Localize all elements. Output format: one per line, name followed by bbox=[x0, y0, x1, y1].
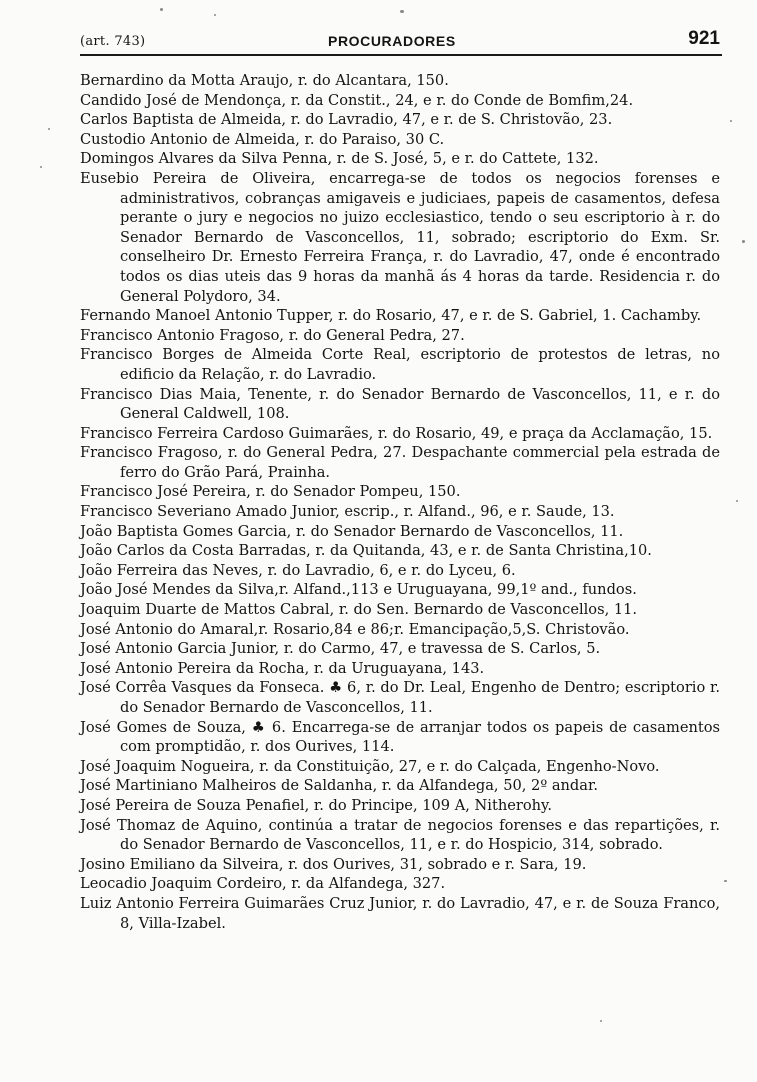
directory-entry: Francisco Severiano Amado Junior, escrip., r. Alfand., 96, e r. Saude, 13. bbox=[80, 503, 615, 521]
directory-entry: João José Mendes da Silva,r. Alfand.,113 e Uruguayana, 99,1º and., fundos. bbox=[80, 581, 637, 599]
directory-entry: João Carlos da Costa Barradas, r. da Quitanda, 43, e r. de Santa Christina,10. bbox=[80, 542, 652, 560]
directory-entry: Francisco Antonio Fragoso, r. do General Pedra, 27. bbox=[80, 326, 465, 344]
directory-entry: Eusebio Pereira de Oliveira, encarrega-se de todos os negocios forenses e administrativos, cobranças amigaveis e judiciaes, papeis de casamentos, defesa perante o jury e negocios no juizo ecclesiastico, tendo o seu escriptorio à r. do Senador Bernardo de Vasconcellos, 11, sobrado; escriptorio do Exm. Sr. conselheiro Dr. Ernesto Ferreira França, r. do Lavradio, 47, onde é encontrado todos os dias uteis das 9 horas da manhã ás 4 horas da tarde. Residencia r. do General Polydoro, 34. bbox=[80, 169, 720, 305]
directory-entry: Domingos Alvares da Silva Penna, r. de S. José, 5, e r. do Cattete, 132. bbox=[80, 150, 599, 168]
article-reference: (art. 743) bbox=[80, 34, 146, 49]
directory-entry: Francisco Fragoso, r. do General Pedra, 27. Despachante commercial pela estrada de ferro do Grão Pará, Prainha. bbox=[80, 444, 720, 481]
scan-speck bbox=[724, 880, 727, 882]
directory-entry: José Antonio Garcia Junior, r. do Carmo, 47, e travessa de S. Carlos, 5. bbox=[80, 640, 601, 658]
directory-entry: Bernardino da Motta Araujo, r. do Alcantara, 150. bbox=[80, 72, 449, 89]
directory-entry: Fernando Manoel Antonio Tupper, r. do Rosario, 47, e r. de S. Gabriel, 1. Cachamby. bbox=[80, 307, 702, 325]
directory-entry: Leocadio Joaquim Cordeiro, r. da Alfandega, 327. bbox=[80, 875, 446, 893]
page-header bbox=[80, 28, 720, 52]
directory-entry: João Baptista Gomes Garcia, r. do Senador Bernardo de Vasconcellos, 11. bbox=[80, 522, 624, 540]
directory-entry: João Ferreira das Neves, r. do Lavradio, 6, e r. do Lyceu, 6. bbox=[80, 561, 516, 579]
scan-speck bbox=[214, 14, 216, 16]
directory-entry: Francisco Dias Maia, Tenente, r. do Senador Bernardo de Vasconcellos, 11, e r. do General Caldwell, 108. bbox=[80, 385, 720, 423]
directory-entry: Josino Emiliano da Silveira, r. dos Ourives, 31, sobrado e r. Sara, 19. bbox=[80, 855, 587, 873]
scan-speck bbox=[600, 1020, 602, 1022]
header-rule bbox=[80, 54, 722, 56]
scan-speck bbox=[736, 500, 738, 502]
directory-entry: José Pereira de Souza Penafiel, r. do Principe, 109 A, Nitherohy. bbox=[80, 796, 552, 814]
directory-entry: Custodio Antonio de Almeida, r. do Paraiso, 30 C. bbox=[80, 130, 445, 148]
directory-entry: Carlos Baptista de Almeida, r. do Lavradio, 47, e r. de S. Christovão, 23. bbox=[80, 111, 613, 129]
directory-list bbox=[80, 71, 720, 933]
section-title: PROCURADORES bbox=[328, 33, 456, 49]
directory-entry: Francisco Borges de Almeida Corte Real, escriptorio de protestos de letras, no edificio da Relação, r. do Lavradio. bbox=[80, 346, 720, 383]
scan-speck bbox=[730, 120, 732, 122]
directory-entry: José Martiniano Malheiros de Saldanha, r. da Alfandega, 50, 2º andar. bbox=[80, 777, 598, 795]
scan-speck bbox=[160, 8, 163, 11]
scan-speck bbox=[400, 10, 404, 13]
directory-entry: José Antonio do Amaral,r. Rosario,84 e 86;r. Emancipação,5,S. Christovão. bbox=[80, 620, 630, 638]
directory-entry: Francisco José Pereira, r. do Senador Pompeu, 150. bbox=[80, 483, 461, 501]
directory-entry: Candido José de Mendonça, r. da Constit., 24, e r. do Conde de Bomfim,24. bbox=[80, 91, 634, 109]
directory-entry: José Antonio Pereira da Rocha, r. da Uruguayana, 143. bbox=[80, 659, 485, 677]
directory-entry: Luiz Antonio Ferreira Guimarães Cruz Junior, r. do Lavradio, 47, e r. de Souza Franco, 8, Villa-Izabel. bbox=[80, 894, 720, 932]
directory-entry: José Gomes de Souza, ♣ 6. Encarrega-se de arranjar todos os papeis de casamentos com promptidão, r. dos Ourives, 114. bbox=[80, 718, 720, 756]
directory-entry: Francisco Ferreira Cardoso Guimarães, r. do Rosario, 49, e praça da Acclamação, 15. bbox=[80, 424, 713, 442]
directory-entry: José Joaquim Nogueira, r. da Constituição, 27, e r. do Calçada, Engenho-Novo. bbox=[80, 757, 660, 775]
page-number: 921 bbox=[688, 28, 720, 49]
directory-entry: José Thomaz de Aquino, continúa a tratar de negocios forenses e das repartições, r. do Senador Bernardo de Vasconcellos, 11, e r. do Hospicio, 314, sobrado. bbox=[80, 816, 720, 854]
scan-speck bbox=[48, 128, 50, 130]
directory-entry: Joaquim Duarte de Mattos Cabral, r. do Sen. Bernardo de Vasconcellos, 11. bbox=[80, 601, 638, 619]
scan-speck bbox=[742, 240, 745, 243]
scan-speck bbox=[40, 166, 42, 168]
directory-entry: José Corrêa Vasques da Fonseca. ♣ 6, r. do Dr. Leal, Engenho de Dentro; escriptorio r. do Senador Bernardo de Vasconcellos, 11. bbox=[80, 679, 720, 716]
